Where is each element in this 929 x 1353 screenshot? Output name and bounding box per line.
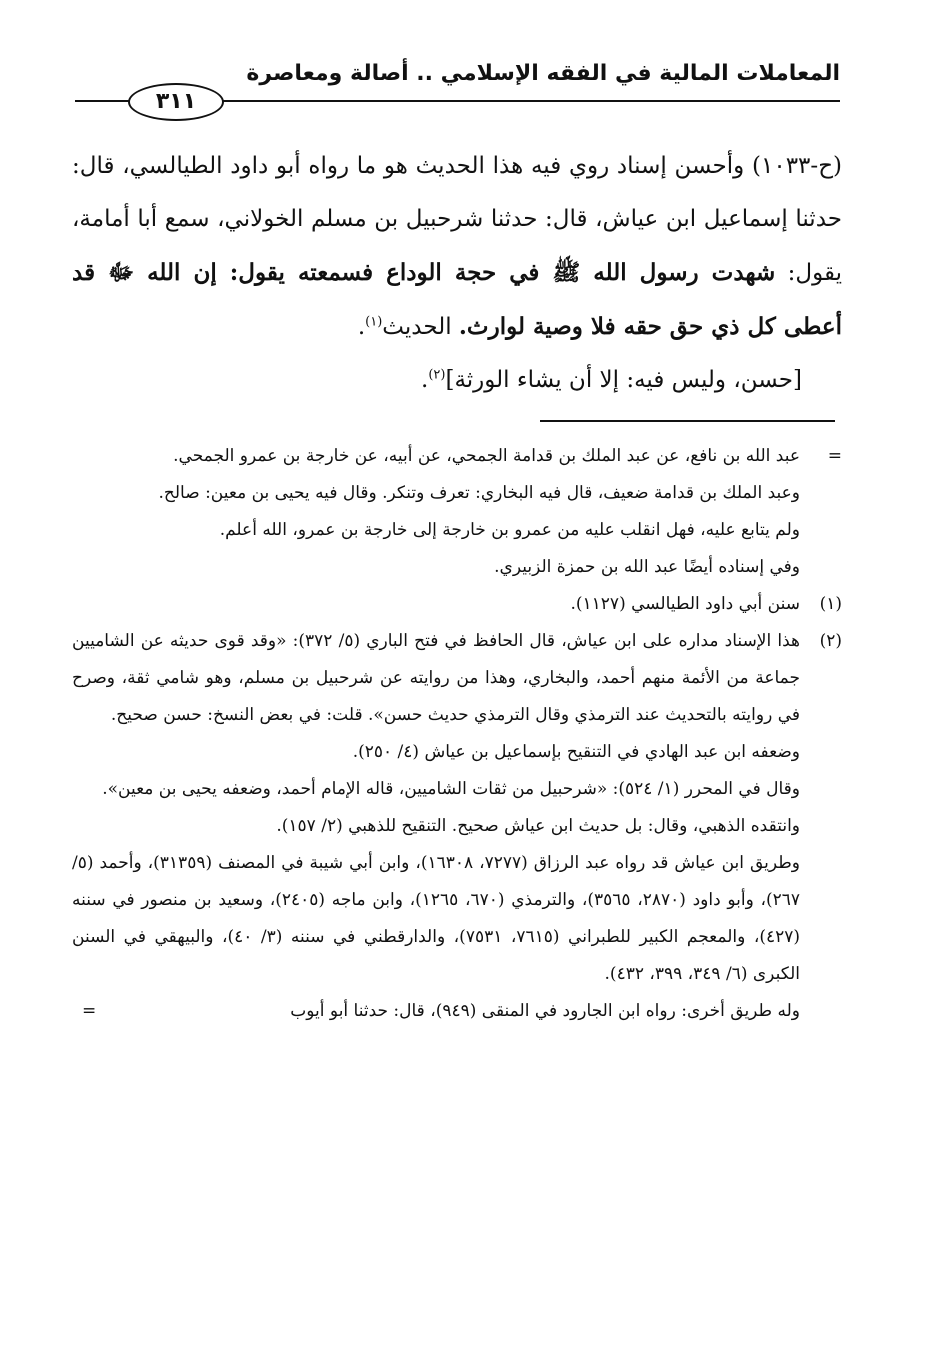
grade-paragraph: [حسن، وليس فيه: إلا أن يشاء الورثة]$^{(٢)}$. xyxy=(421,367,802,393)
footnote-1 xyxy=(72,586,842,623)
footnotes xyxy=(72,438,842,1030)
footnote-ref-2: (٢) xyxy=(428,367,446,383)
footnote-paragraph: ولم يتابع عليه، فهل انقلب عليه من عمرو بن خارجة إلى خارجة بن عمرو، الله أعلم. xyxy=(219,520,800,540)
footnote-paragraph: سنن أبي داود الطيالسي (١١٢٧). xyxy=(570,594,800,614)
footnote-2-body xyxy=(72,623,800,1030)
footnote-number: (٢) xyxy=(819,631,842,651)
footnote-paragraph: وطريق ابن عياش قد رواه عبد الرزاق (٧٢٧٧، ١٦٣٠٨)، وابن أبي شيبة في المصنف (٣١٣٥٩)، وأحمد (٥/ ٢٦٧)، وأبو داود (٢٨٧٠، ٣٥٦٥)، والترمذي (٦٧٠، ١٢٦٥)، وابن ماجه (٢٤٠٥)، وسعيد بن منصور في سننه (٤٢٧)، والمعجم الكبير للطبراني (٧٦١٥، ٧٥٣١)، والدارقطني في سننه (٣/ ٤٠)، والبيهقي في السنن الكبرى (٦/ ٣٤٩، ٣٩٩، ٤٣٢). xyxy=(72,853,801,984)
isnad-text: وأحسن إسناد روي فيه هذا الحديث هو ما رواه أبو داود الطيالسي، قال: حدثنا إسماعيل ابن عياش، قال: حدثنا شرحبيل بن مسلم الخولاني، سمع أبا أمامة، يقول: xyxy=(72,153,842,286)
footnote-continuation xyxy=(72,438,842,586)
footnote-paragraph: وانتقده الذهبي، وقال: بل حديث ابن عياش صحيح. التنقيح للذهبي (٢/ ١٥٧). xyxy=(276,816,800,836)
hadith-matn: شهدت رسول الله ﷺ في حجة الوداع فسمعته يقول: إن الله ﷻ قد أعطى كل ذي حق حقه فلا وصية لوارث. xyxy=(72,259,842,340)
footnote-2 xyxy=(72,623,842,1030)
continuation-marker: = xyxy=(827,446,842,466)
continuation-marker: = xyxy=(82,1001,97,1021)
page-number: ٣١١ xyxy=(128,83,224,121)
hadith-tail: الحديث xyxy=(382,314,452,340)
main-text xyxy=(72,140,842,407)
footnote-paragraph: وله طريق أخرى: رواه ابن الجارود في المنقى (٩٤٩)، قال: حدثنا أبو أيوب xyxy=(290,1001,800,1021)
footnote-separator xyxy=(540,420,835,422)
footnote-paragraph: وضعفه ابن عبد الهادي في التنقيح بإسماعيل بن عياش (٤/ ٢٥٠). xyxy=(352,742,800,762)
footnote-1-body xyxy=(72,586,800,623)
footnote-paragraph: وقال في المحرر (١/ ٥٢٤): «شرحبيل من ثقات الشاميين، قاله الإمام أحمد، وضعفه يحيى بن معين». xyxy=(102,779,800,799)
footnote-paragraph: وعبد الملك بن قدامة ضعيف، قال فيه البخاري: تعرف وتنكر. وقال فيه يحيى بن معين: صالح. xyxy=(158,483,800,503)
running-header-title: المعاملات المالية في الفقه الإسلامي .. أصالة ومعاصرة xyxy=(246,61,840,86)
footnote-paragraph: وفي إسناده أيضًا عبد الله بن حمزة الزبيري. xyxy=(494,557,800,577)
footnote-paragraph: هذا الإسناد مداره على ابن عياش، قال الحافظ في فتح الباري (٥/ ٣٧٢): «وقد قوى حديثه عن الشاميين جماعة من الأئمة منهم أحمد، والبخاري، وهذا من روايته عن شرحبيل بن مسلم، وهو شامي ثقة، وصرح في روايته بالتحديث عند الترمذي وقال الترمذي حديث حسن». قلت: في بعض النسخ: حسن صحيح. xyxy=(72,631,800,725)
hadith-paragraph: (ح-١٠٣٣) وأحسن إسناد روي فيه هذا الحديث هو ما رواه أبو داود الطيالسي، قال: حدثنا إسماعيل ابن عياش، قال: حدثنا شرحبيل بن مسلم الخولاني، سمع أبا أمامة، يقول: شهدت رسول الله ﷺ في حجة الوداع فسمعته يقول: إن الله ﷻ قد أعطى كل ذي حق حقه فلا وصية لوارث. الحديث$^{(١)}$. xyxy=(72,153,843,340)
continuation-body xyxy=(72,438,800,586)
hadith-reference: (ح-١٠٣٣) xyxy=(752,153,843,179)
footnote-paragraph: عبد الله بن نافع، عن عبد الملك بن قدامة الجمحي، عن أبيه، عن خارجة بن عمرو الجمحي. xyxy=(173,446,800,466)
footnote-last-line xyxy=(72,993,800,1030)
grade-text: [حسن، وليس فيه: إلا أن يشاء الورثة] xyxy=(445,367,802,393)
footnote-number: (١) xyxy=(819,594,842,614)
footnote-ref-1: (١) xyxy=(365,314,383,330)
